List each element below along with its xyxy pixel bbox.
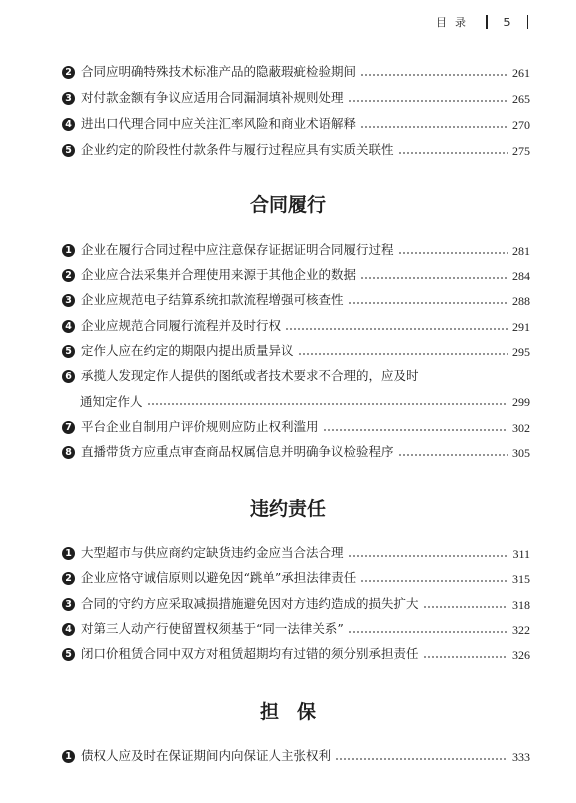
entry-title: 企业在履行合同过程中应注意保存证据证明合同履行过程 [81,242,394,258]
entry-title: 企业应恪守诚信原则以避免因“跳单”承担法律责任 [81,570,357,586]
entry-page: 302 [512,420,530,435]
dot-leader [398,454,508,456]
entry-page: 311 [512,546,530,561]
dot-leader [335,758,508,760]
entry-title: 承揽人发现定作人提供的图纸或者技术要求不合理的，应及时 [81,368,419,384]
toc-entry[interactable] [62,244,530,257]
toc-entry[interactable] [62,345,530,358]
entry-page: 299 [512,395,530,410]
dot-leader [423,606,508,608]
number-badge: 5 [62,648,75,661]
dot-leader [398,152,508,154]
toc-entry[interactable] [62,547,530,560]
entry-page: 275 [512,143,530,158]
entry-page: 295 [512,344,530,359]
dot-leader [423,656,508,658]
toc-entry[interactable] [62,269,530,282]
number-badge: 1 [62,750,75,763]
number-badge: 3 [62,294,75,307]
number-badge: 6 [62,370,75,383]
toc-entry[interactable] [62,598,530,611]
toc-entry-continuation[interactable] [80,396,530,409]
entry-page: 270 [512,117,530,132]
entry-page: 288 [512,293,530,308]
dot-leader [348,631,508,633]
number-badge: 1 [62,547,75,560]
toc-entry[interactable] [62,294,530,307]
entry-title-continuation: 通知定作人 [80,394,143,409]
dot-leader [360,277,508,279]
dot-leader [360,74,508,76]
entry-page: 326 [512,647,530,662]
section-heading: 违约责任 [249,498,326,520]
entry-title: 合同的守约方应采取减损措施避免因对方违约造成的损失扩大 [81,596,419,612]
toc-entry[interactable] [62,370,530,383]
number-badge: 8 [62,446,75,459]
number-badge: 4 [62,623,75,636]
toc-entry[interactable] [62,446,530,459]
header-title: 目录 [436,16,474,29]
entry-page: 305 [512,445,530,460]
dot-leader [147,403,508,405]
toc-entry[interactable] [62,66,530,79]
entry-title: 企业应规范合同履行流程并及时行权 [81,318,282,334]
dot-leader [360,126,508,128]
header-divider [486,15,488,29]
header-page-number: 5 [503,15,511,29]
entry-page: 315 [512,571,530,586]
section-heading: 担保 [259,701,334,723]
entry-title: 企业约定的阶段性付款条件与履行过程应具有实质关联性 [81,142,394,158]
toc-entry[interactable] [62,144,530,157]
toc-entry[interactable] [62,92,530,105]
dot-leader [348,100,508,102]
entry-page: 318 [512,597,530,612]
dot-leader [348,555,509,557]
entry-title: 对付款金额有争议应适用合同漏洞填补规则处理 [81,90,344,106]
entry-page: 265 [512,91,530,106]
entry-page: 333 [512,749,530,764]
entry-title: 平台企业自制用户评价规则应防止权利滥用 [81,419,319,435]
entry-title: 定作人应在约定的期限内提出质量异议 [81,343,294,359]
entry-title: 直播带货方应重点审查商品权属信息并明确争议检验程序 [81,444,394,460]
toc-entry[interactable] [62,421,530,434]
entry-page: 284 [512,268,530,283]
number-badge: 4 [62,320,75,333]
entry-page: 281 [512,243,530,258]
number-badge: 5 [62,144,75,157]
entry-title: 对第三人动产行使留置权须基于“同一法律关系” [81,621,344,637]
entry-page: 291 [512,319,530,334]
toc-entry[interactable] [62,623,530,636]
entry-title: 进出口代理合同中应关注汇率风险和商业术语解释 [81,116,357,132]
number-badge: 2 [62,269,75,282]
number-badge: 2 [62,66,75,79]
number-badge: 2 [62,572,75,585]
dot-leader [298,353,508,355]
number-badge: 4 [62,118,75,131]
number-badge: 3 [62,92,75,105]
number-badge: 5 [62,345,75,358]
entry-title: 企业应合法采集并合理使用来源于其他企业的数据 [81,267,357,283]
entry-title: 债权人应及时在保证期间内向保证人主张权利 [81,748,332,764]
toc-entry[interactable] [62,750,530,763]
entry-page: 261 [512,65,530,80]
number-badge: 3 [62,598,75,611]
toc-entry[interactable] [62,572,530,585]
number-badge: 7 [62,421,75,434]
dot-leader [398,252,508,254]
entry-title: 企业应规范电子结算系统扣款流程增强可核查性 [81,292,344,308]
number-badge: 1 [62,244,75,257]
toc-entry[interactable] [62,320,530,333]
dot-leader [323,429,508,431]
header-divider [527,15,529,29]
entry-title: 大型超市与供应商约定缺货违约金应当合法合理 [81,545,344,561]
dot-leader [360,580,508,582]
toc-entry[interactable] [62,118,530,131]
entry-title: 闭口价租赁合同中双方对租赁超期均有过错的须分别承担责任 [81,646,419,662]
section-heading: 合同履行 [249,194,326,216]
running-header [436,14,528,30]
dot-leader [285,328,508,330]
toc-entry[interactable] [62,648,530,661]
entry-title: 合同应明确特殊技术标准产品的隐蔽瑕疵检验期间 [81,64,357,80]
dot-leader [348,302,508,304]
entry-page: 322 [512,622,530,637]
